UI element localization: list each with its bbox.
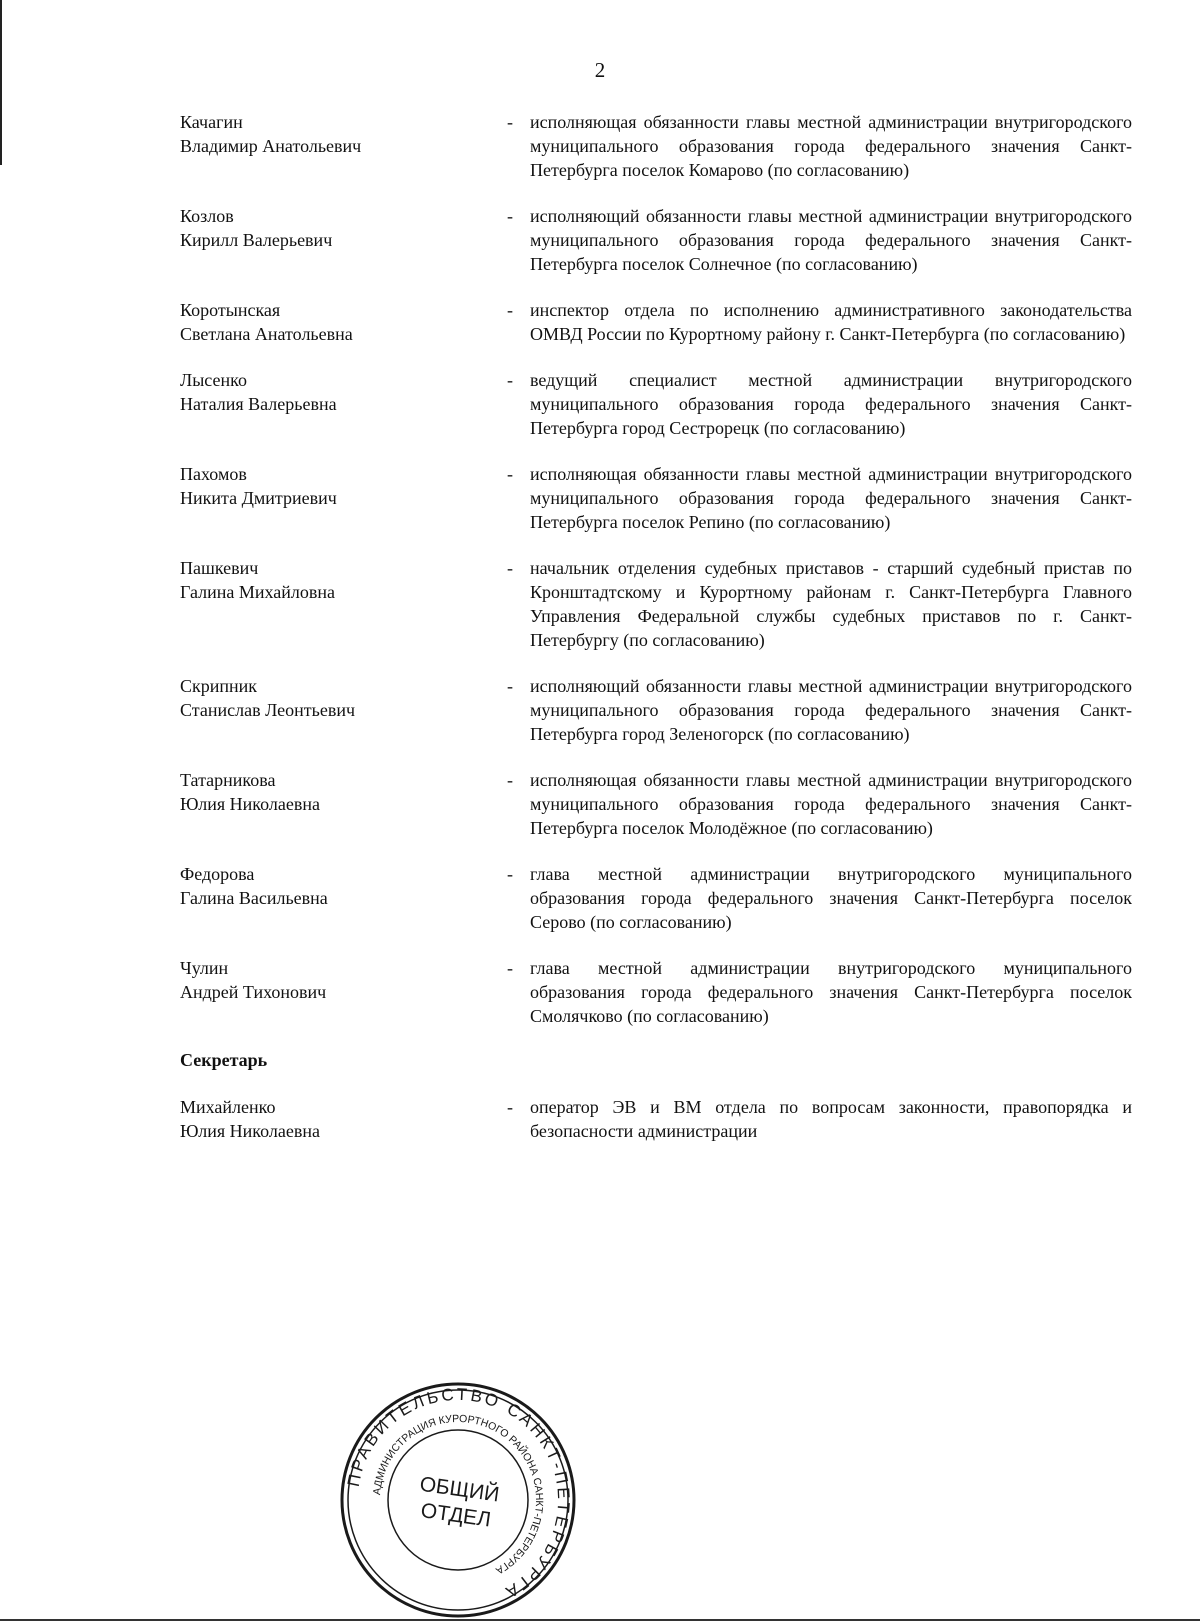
member-name	[180, 768, 490, 840]
member-name	[180, 862, 490, 934]
member-name	[180, 204, 490, 276]
member-name	[180, 462, 490, 534]
separator-dash: -	[507, 1097, 513, 1117]
member-entry	[180, 368, 1132, 440]
separator-dash: -	[507, 558, 513, 578]
stamp-center-line2: ОТДЕЛ	[419, 1499, 493, 1532]
member-surname: Коротынская	[180, 300, 281, 320]
member-surname: Качагин	[180, 112, 243, 132]
member-surname: Пахомов	[180, 464, 247, 484]
member-name	[180, 110, 490, 182]
member-name	[180, 298, 490, 346]
scan-edge-bottom	[0, 1619, 1200, 1621]
member-name	[180, 956, 490, 1028]
member-name	[180, 674, 490, 746]
secretary-heading: Секретарь	[180, 1050, 268, 1070]
member-given-name: Андрей Тихонович	[180, 982, 327, 1002]
member-entry	[180, 956, 1132, 1028]
member-surname: Пашкевич	[180, 558, 259, 578]
member-role: глава местной администрации внутригородского муниципального образования города федерального значения Санкт-Петербурга поселок Серово (по согласованию)	[530, 864, 1132, 932]
member-surname: Скрипник	[180, 676, 258, 696]
separator-dash: -	[507, 206, 513, 226]
member-given-name: Станислав Леонтьевич	[180, 700, 356, 720]
stamp-inner-text: АДМИНИСТРАЦИЯ КУРОРТНОГО РАЙОНА САНКТ-ПЕТЕРБУРГА	[371, 1412, 546, 1577]
page-number: 2	[594, 58, 606, 82]
separator-dash: -	[507, 676, 513, 696]
member-surname: Лысенко	[180, 370, 247, 390]
members-list	[180, 110, 1132, 1165]
member-entry	[180, 862, 1132, 934]
member-role: начальник отделения судебных приставов - старший судебный пристав по Кронштадтскому и Курортному районам г. Санкт-Петербурга Главного Управления Федеральной службы судебных приставов по г. Санкт-Петербургу (по согласованию)	[530, 558, 1132, 650]
member-role: исполняющая обязанности главы местной администрации внутригородского муниципального образования города федерального значения Санкт-Петербурга поселок Комарово (по согласованию)	[530, 112, 1132, 180]
member-surname: Татарникова	[180, 770, 276, 790]
official-stamp	[338, 1380, 578, 1620]
secretary-entry	[180, 1095, 1132, 1143]
member-given-name: Светлана Анатольевна	[180, 324, 353, 344]
member-role: исполняющая обязанности главы местной администрации внутригородского муниципального образования города федерального значения Санкт-Петербурга поселок Молодёжное (по согласованию)	[530, 770, 1132, 838]
member-given-name: Галина Васильевна	[180, 888, 328, 908]
member-given-name: Кирилл Валерьевич	[180, 230, 333, 250]
separator-dash: -	[507, 464, 513, 484]
secretary-role: оператор ЭВ и ВМ отдела по вопросам законности, правопорядка и безопасности администрации	[530, 1097, 1132, 1141]
member-entry	[180, 556, 1132, 652]
member-given-name: Никита Дмитриевич	[180, 488, 337, 508]
member-entry	[180, 674, 1132, 746]
member-role: исполняющий обязанности главы местной администрации внутригородского муниципального образования города федерального значения Санкт-Петербурга поселок Солнечное (по согласованию)	[530, 206, 1132, 274]
member-surname: Козлов	[180, 206, 234, 226]
member-entry	[180, 110, 1132, 182]
member-given-name: Юлия Николаевна	[180, 794, 320, 814]
member-role: глава местной администрации внутригородского муниципального образования города федерального значения Санкт-Петербурга поселок Смолячково (по согласованию)	[530, 958, 1132, 1026]
member-role: ведущий специалист местной администрации внутригородского муниципального образования города федерального значения Санкт-Петербурга город Сестрорецк (по согласованию)	[530, 370, 1132, 438]
member-name	[180, 368, 490, 440]
secretary-name	[180, 1095, 490, 1143]
member-given-name: Владимир Анатольевич	[180, 136, 362, 156]
separator-dash: -	[507, 112, 513, 132]
secretary-surname: Михайленко	[180, 1097, 276, 1117]
separator-dash: -	[507, 370, 513, 390]
separator-dash: -	[507, 300, 513, 320]
member-entry	[180, 768, 1132, 840]
member-role: инспектор отдела по исполнению административного законодательства ОМВД России по Курортному району г. Санкт-Петербурга (по согласованию)	[530, 300, 1132, 344]
separator-dash: -	[507, 958, 513, 978]
stamp-center-line1: ОБЩИЙ	[418, 1472, 501, 1507]
member-role: исполняющая обязанности главы местной администрации внутригородского муниципального образования города федерального значения Санкт-Петербурга поселок Репино (по согласованию)	[530, 464, 1132, 532]
member-name	[180, 556, 490, 652]
separator-dash: -	[507, 770, 513, 790]
secretary-given-name: Юлия Николаевна	[180, 1121, 320, 1141]
member-entry	[180, 204, 1132, 276]
separator-dash: -	[507, 864, 513, 884]
member-entry	[180, 462, 1132, 534]
member-role: исполняющий обязанности главы местной администрации внутригородского муниципального образования города федерального значения Санкт-Петербурга город Зеленогорск (по согласованию)	[530, 676, 1132, 744]
member-surname: Федорова	[180, 864, 255, 884]
member-surname: Чулин	[180, 958, 229, 978]
member-entry	[180, 298, 1132, 346]
stamp-outer-text: ПРАВИТЕЛЬСТВО САНКТ-ПЕТЕРБУРГА	[343, 1384, 574, 1603]
member-given-name: Наталия Валерьевна	[180, 394, 337, 414]
member-given-name: Галина Михайловна	[180, 582, 335, 602]
